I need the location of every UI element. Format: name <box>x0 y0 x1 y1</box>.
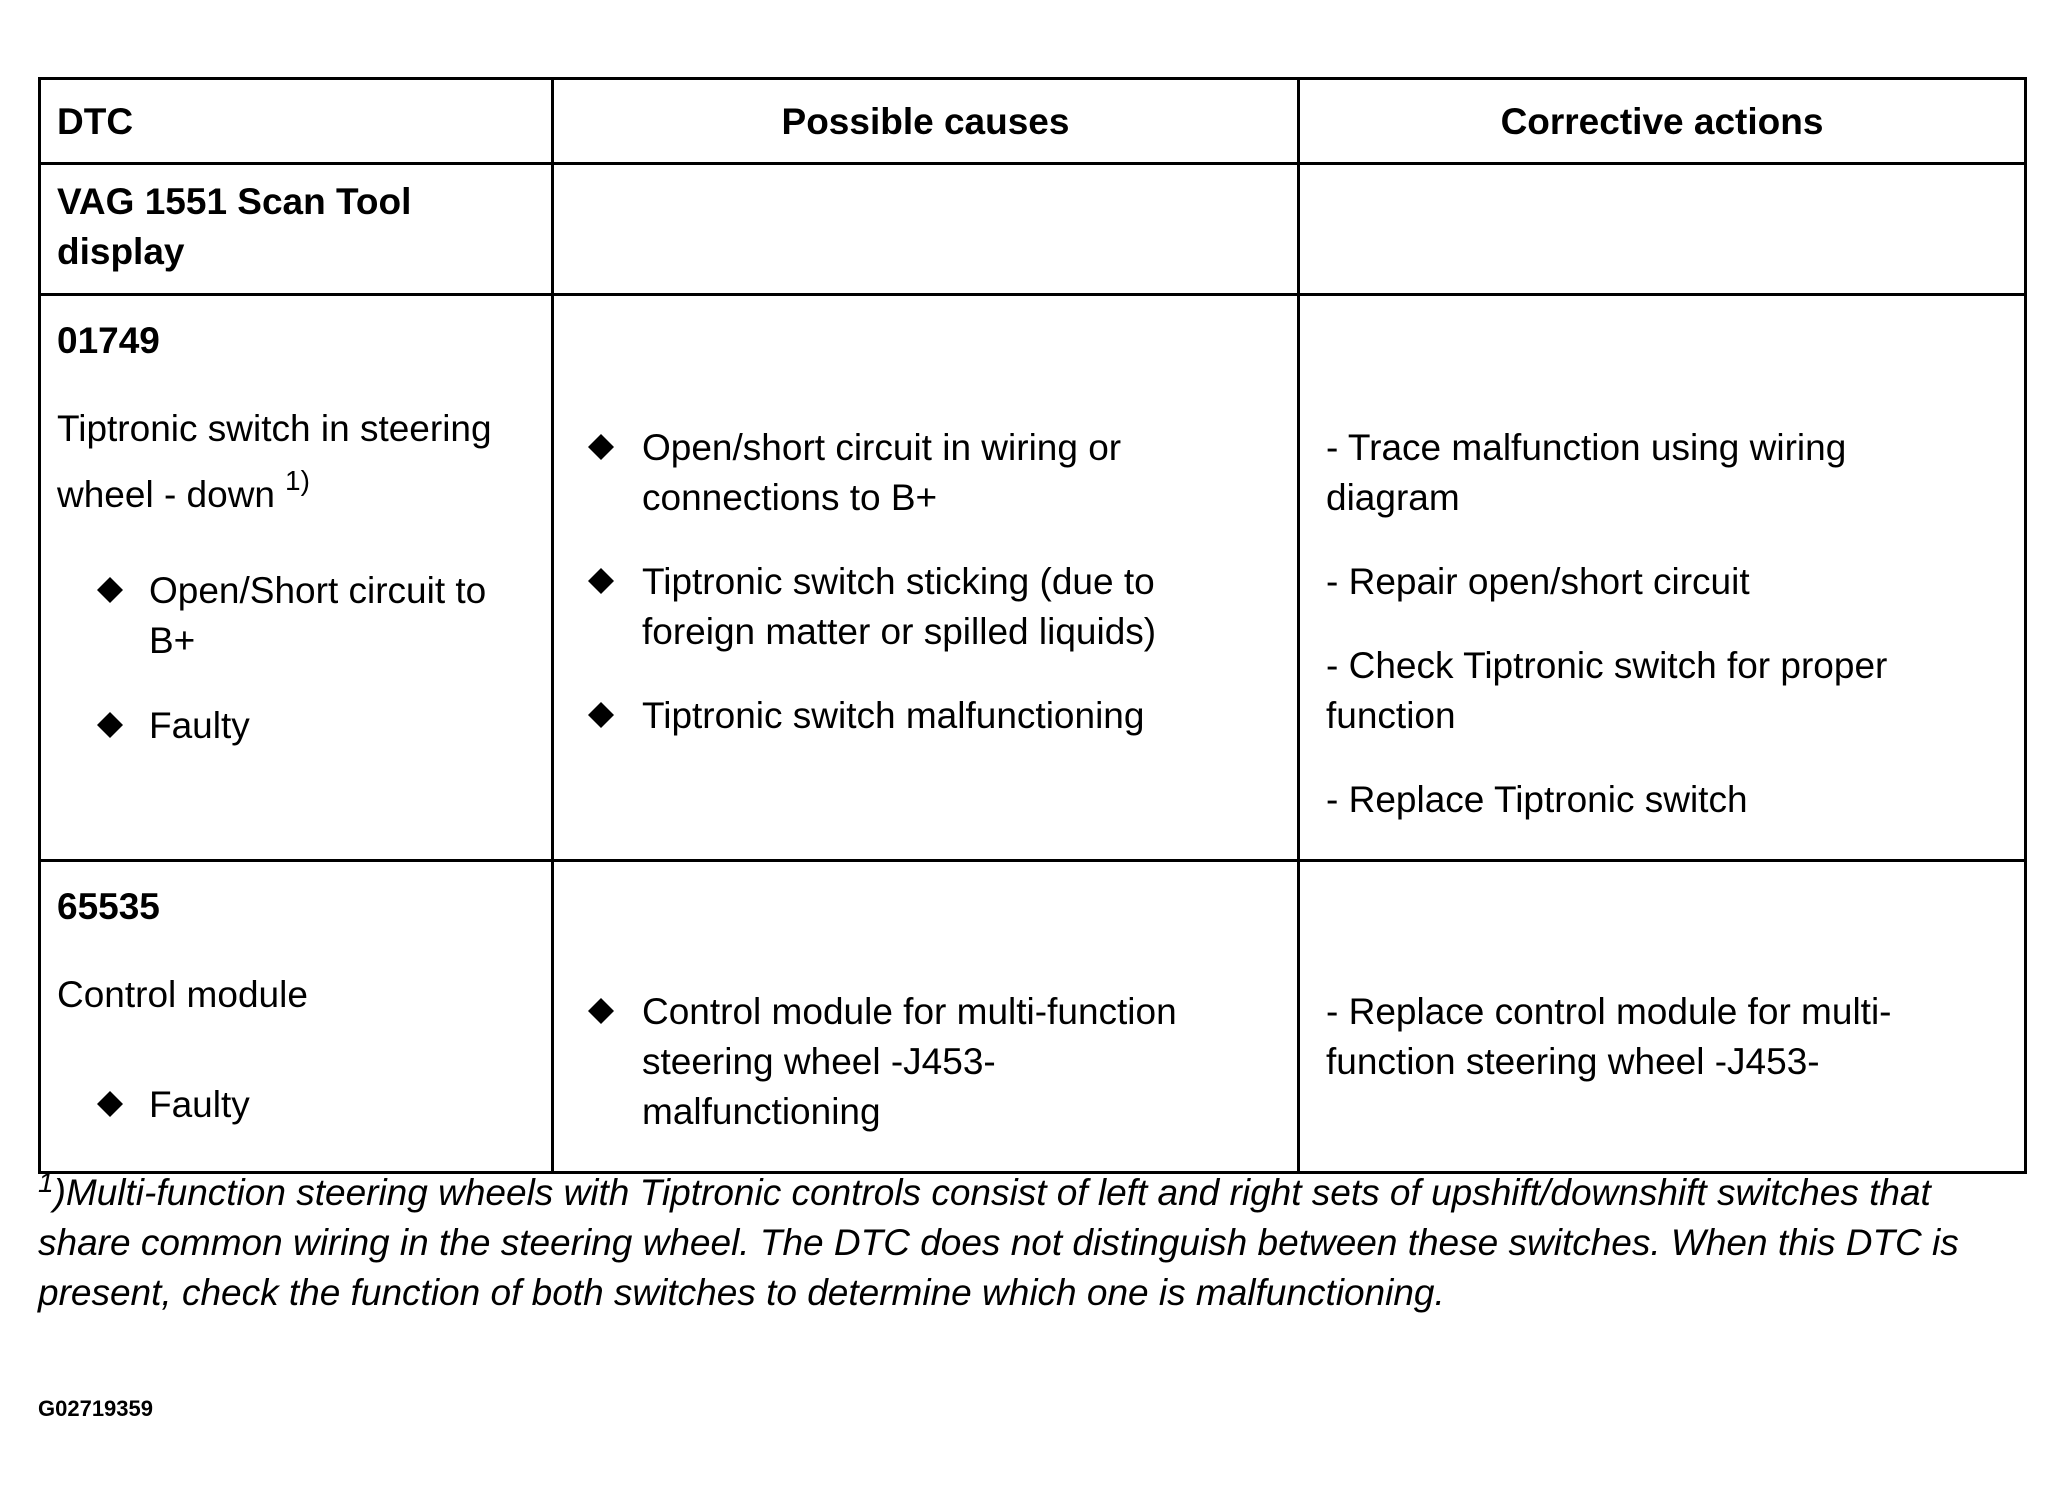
footnote-ref: 1) <box>285 465 310 496</box>
table-row <box>40 295 2026 861</box>
dtc-description <box>41 366 551 528</box>
list-item <box>59 1080 551 1130</box>
cause-text: Control module for multi-function steering wheel -J453- malfunctioning <box>642 991 1177 1132</box>
subheader-actions-cell <box>1299 164 2026 295</box>
dtc-cell <box>40 295 553 861</box>
diamond-bullet-icon <box>588 702 614 728</box>
action-text: - Check Tiptronic switch for proper function <box>1326 645 1888 736</box>
action-text: - Replace control module for multi-function steering wheel -J453- <box>1326 991 1892 1082</box>
dtc-description-text: Tiptronic switch in steering wheel - down <box>57 408 492 515</box>
action-text: - Repair open/short circuit <box>1326 561 1750 602</box>
header-dtc-sublabel: VAG 1551 Scan Tool display <box>57 181 412 272</box>
footnote <box>38 1168 1998 1318</box>
header-causes-cell <box>553 79 1299 164</box>
dtc-description <box>41 932 551 1028</box>
header-actions-label: Corrective actions <box>1500 101 1824 142</box>
list-item <box>554 987 1297 1137</box>
list-item <box>554 557 1297 657</box>
causes-list <box>554 862 1297 1137</box>
header-actions-cell <box>1299 79 2026 164</box>
diamond-bullet-icon <box>588 568 614 594</box>
dtc-conditions <box>41 528 551 751</box>
dtc-table <box>38 77 2027 1174</box>
subheader-causes-cell <box>553 164 1299 295</box>
actions-cell <box>1299 861 2026 1173</box>
list-item <box>554 691 1297 741</box>
condition-text: Faulty <box>149 1084 250 1125</box>
list-item <box>554 423 1297 523</box>
actions-list <box>1300 862 2024 1087</box>
actions-list <box>1300 296 2024 825</box>
action-text: - Trace malfunction using wiring diagram <box>1326 427 1847 518</box>
footnote-mark: 1 <box>38 1167 54 1198</box>
dtc-code: 01749 <box>57 320 160 361</box>
subheader-dtc-cell <box>40 164 553 295</box>
cause-text: Open/short circuit in wiring or connections to B+ <box>642 427 1122 518</box>
diamond-bullet-icon <box>97 712 123 738</box>
list-item <box>59 566 551 666</box>
condition-text: Faulty <box>149 705 250 746</box>
condition-text: Open/Short circuit to B+ <box>149 570 487 661</box>
causes-cell <box>553 295 1299 861</box>
table-row <box>40 861 2026 1173</box>
table-subheader-row <box>40 164 2026 295</box>
table-header-row <box>40 79 2026 164</box>
header-dtc-cell <box>40 79 553 164</box>
diamond-bullet-icon <box>588 998 614 1024</box>
diamond-bullet-icon <box>97 1091 123 1117</box>
cause-text: Tiptronic switch sticking (due to foreign matter or spilled liquids) <box>642 561 1157 652</box>
diamond-bullet-icon <box>97 577 123 603</box>
diamond-bullet-icon <box>588 434 614 460</box>
dtc-cell <box>40 861 553 1173</box>
header-causes-label: Possible causes <box>781 101 1070 142</box>
figure-id: G02719359 <box>38 1396 153 1421</box>
dtc-conditions <box>41 1028 551 1130</box>
actions-cell <box>1299 295 2026 861</box>
action-text: - Replace Tiptronic switch <box>1326 779 1748 820</box>
causes-list <box>554 296 1297 741</box>
header-dtc-label: DTC <box>57 101 134 142</box>
footnote-text: )Multi-function steering wheels with Tiptronic controls consist of left and right sets of upshift/downshift switches that share common wiring in the steering wheel. The DTC does not distinguish between these switches. When this DTC is present, check the function of both switches to determine which one is malfunctioning. <box>38 1172 1959 1313</box>
dtc-description-text: Control module <box>57 974 308 1015</box>
causes-cell <box>553 861 1299 1173</box>
list-item <box>59 701 551 751</box>
dtc-code: 65535 <box>57 886 160 927</box>
cause-text: Tiptronic switch malfunctioning <box>642 695 1145 736</box>
